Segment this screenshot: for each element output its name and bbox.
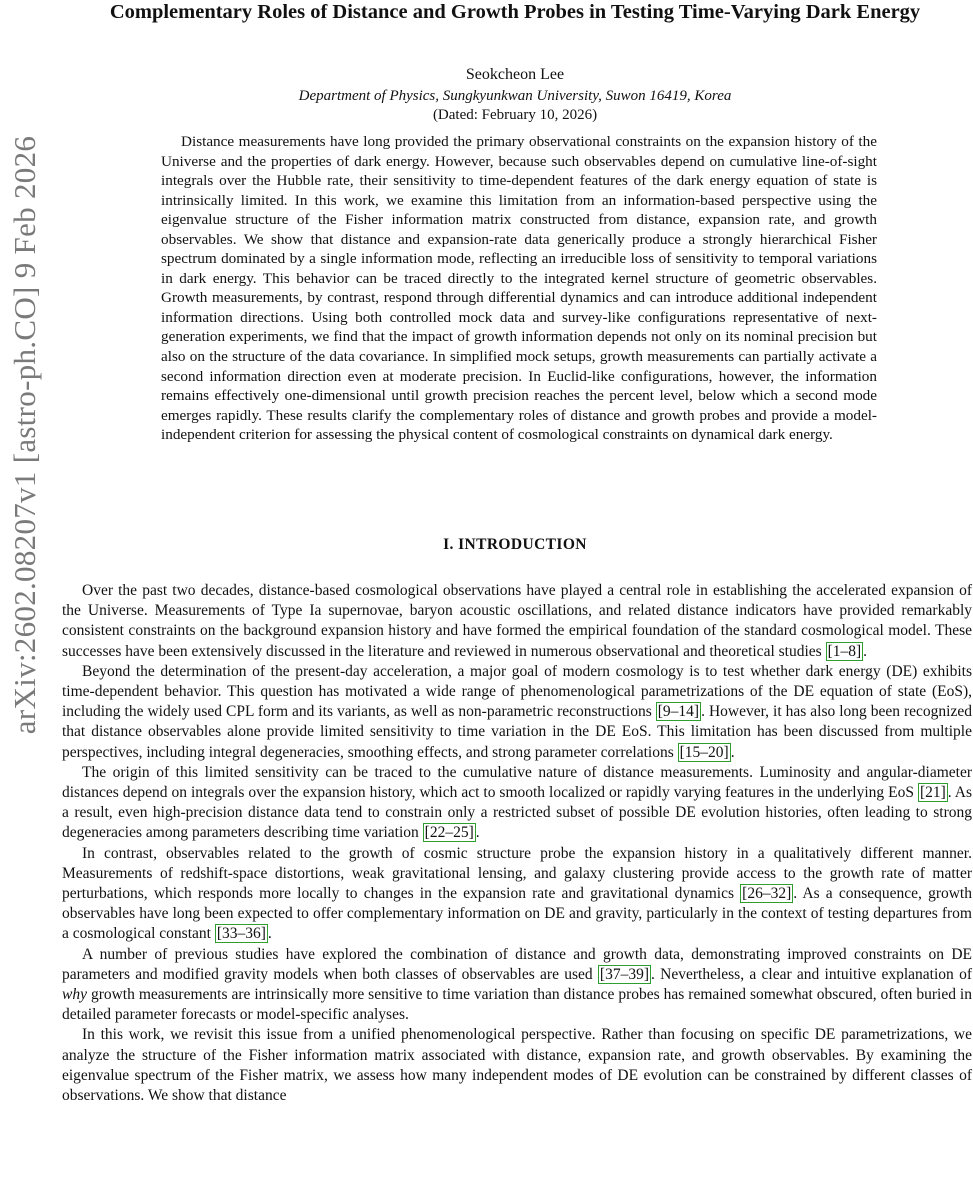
arxiv-identifier: arXiv:2602.08207v1 [astro-ph.CO] 9 Feb 2026 bbox=[7, 135, 42, 735]
date-line: (Dated: February 10, 2026) bbox=[432, 107, 598, 123]
citation-link[interactable]: [33–36] bbox=[216, 925, 266, 943]
text: In contrast, observables related to the growth of cosmic structure probe the expansion history in a qualitatively different manner. Measurements of redshift-space distortions, weak gravitational lensing, and galaxy clustering provide access to the growth rate of matter perturbations, which responds more locally to changes in the expansion rate and gravitational dynamics bbox=[62, 844, 972, 903]
text: Beyond the determination of the present-day acceleration, a major goal of modern cosmology is to test whether dark energy (DE) exhibits time-dependent behavior. This question has motivated a wide range of phenomenological parametrizations of the DE equation of state (EoS), including the widely used CPL form and its variants, as well as non-parametric reconstructions bbox=[62, 662, 972, 721]
paragraph-1 bbox=[62, 581, 972, 662]
citation-link[interactable]: [1–8] bbox=[827, 642, 862, 660]
text: In this work, we revisit this issue from a unified phenomenological perspective. Rather than focusing on specific DE parametrizations, we analyze the structure of the Fisher information matrix associated with distance, expansion rate, and growth observables. By examining the eigenvalue spectrum of the Fisher matrix, we assess how many independent modes of DE evolution can be constrained by different classes of observations. We show that distance bbox=[62, 1026, 972, 1105]
emphasis: why bbox=[62, 986, 87, 1004]
text: A number of previous studies have explored the combination of distance and growth data, demonstrating improved constraints on DE parameters and modified gravity models when both classes of observables are used bbox=[62, 945, 972, 983]
text: . Nevertheless, a clear and intuitive explanation of bbox=[651, 965, 972, 983]
text: growth measurements are intrinsically more sensitive to time variation than distance probes has remained somewhat obscured, often buried in detailed parameter forecasts or model-specific analyses. bbox=[62, 986, 972, 1024]
paragraph-3 bbox=[62, 763, 972, 844]
paragraph-4 bbox=[62, 844, 972, 945]
citation-link[interactable]: [21] bbox=[919, 784, 946, 802]
author-name: Seokcheon Lee bbox=[465, 66, 565, 83]
text: . bbox=[863, 642, 868, 660]
text: . bbox=[475, 824, 480, 842]
introduction-body bbox=[62, 581, 972, 1106]
text: . bbox=[267, 925, 272, 943]
paper-title: Complementary Roles of Distance and Growth Probes in Testing Time-Varying Dark Energy bbox=[109, 1, 921, 23]
paragraph-6 bbox=[62, 1025, 972, 1106]
author-affiliation: Department of Physics, Sungkyunkwan University, Suwon 16419, Korea bbox=[298, 88, 732, 104]
abstract: Distance measurements have long provided the primary observational constraints on the expansion history of the Universe and the properties of dark energy. However, because such observables depend on cumulative line-of-sight integrals over the Hubble rate, their sensitivity to time-dependent features of the dark energy equation of state is intrinsically limited. In this work, we examine this limitation from an information-based perspective using the eigenvalue structure of the Fisher information matrix constructed from distance, expansion rate, and growth observables. We show that distance and expansion-rate data generically produce a strongly hierarchical Fisher spectrum dominated by a single information mode, reflecting an irreducible loss of sensitivity to temporal variations in dark energy. This behavior can be traced directly to the integrated kernel structure of geometric observables. Growth measurements, by contrast, respond through differential dynamics and can introduce additional independent information directions. Using both controlled mock data and survey-like configurations representative of next-generation experiments, we find that the impact of growth information depends not only on its nominal precision but also on the structure of the data covariance. In simplified mock setups, growth measurements can partially activate a second information direction even at moderate precision. In Euclid-like configurations, however, the information remains effectively one-dimensional until growth precision reaches the percent level, below which a second mode emerges rapidly. These results clarify the complementary roles of distance and growth probes and provide a model-independent criterion for assessing the physical content of cosmological constraints on dynamical dark energy. bbox=[161, 133, 877, 444]
text: Over the past two decades, distance-based cosmological observations have played a central role in establishing the accelerated expansion of the Universe. Measurements of Type Ia supernovae, baryon acoustic oscillations, and related distance indicators have provided remarkably consistent constraints on the background expansion history and have formed the empirical foundation of the standard cosmological model. These successes have been extensively discussed in the literature and reviewed in numerous observational and theoretical studies bbox=[62, 582, 972, 660]
arxiv-sidebar bbox=[2, 135, 48, 735]
text: . However, it has also long been recognized that distance observables alone provide limited sensitivity to time variation in the DE EoS. This limitation has been discussed from multiple perspectives, including integral degeneracies, smoothing effects, and strong parameter correlations bbox=[62, 703, 973, 761]
text: . bbox=[730, 743, 735, 761]
citation-link[interactable]: [22–25] bbox=[424, 824, 474, 842]
text: The origin of this limited sensitivity can be traced to the cumulative nature of distance measurements. Luminosity and angular-diameter distances depend on integrals over the expansion history, which act to smooth localized or rapidly varying features in the underlying EoS bbox=[62, 763, 972, 802]
paragraph-2 bbox=[62, 662, 972, 763]
paragraph-5 bbox=[62, 945, 972, 1026]
citation-link[interactable]: [15–20] bbox=[679, 743, 729, 761]
citation-link[interactable]: [26–32] bbox=[742, 885, 792, 903]
text: . As a consequence, growth observables have long been expected to offer complementary information on DE and gravity, particularly in the context of testing departures from a cosmological constant bbox=[62, 885, 972, 943]
section-heading-introduction: I. INTRODUCTION bbox=[443, 536, 587, 553]
citation-link[interactable]: [9–14] bbox=[657, 703, 700, 721]
text: . As a result, even high-precision distance data tend to constrain only a restricted subset of possible DE evolution histories, often leading to strong degeneracies among parameters describing time variation bbox=[62, 784, 973, 842]
citation-link[interactable]: [37–39] bbox=[599, 965, 649, 983]
